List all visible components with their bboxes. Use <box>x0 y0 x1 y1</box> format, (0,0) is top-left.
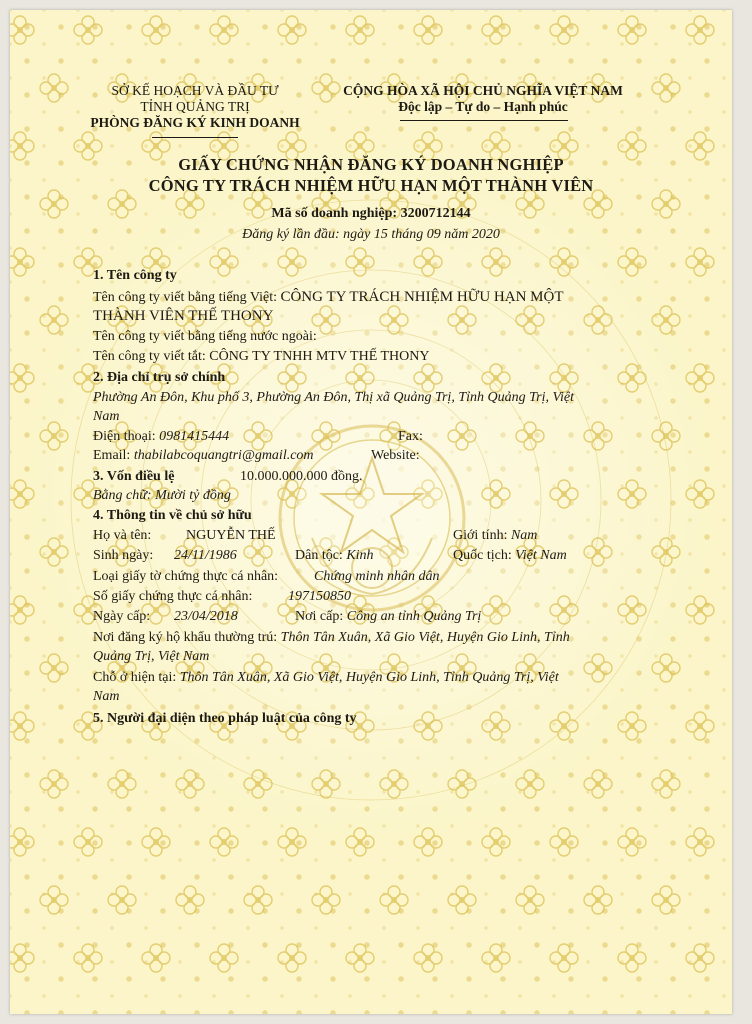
issue-place-label: Nơi cấp: <box>295 609 347 624</box>
motto-underline <box>400 120 568 121</box>
phone-line <box>93 429 229 445</box>
residence-value: Thôn Tân Xuân, Xã Gio Việt, Huyện Gio Linh, Tỉnh <box>280 630 570 645</box>
ethnicity-label: Dân tộc: <box>295 548 347 563</box>
nation-line2: Độc lập – Tự do – Hạnh phúc <box>398 99 568 114</box>
nationality-value: Việt Nam <box>515 548 567 563</box>
first-registration-date: Đăng ký lần đầu: ngày 15 tháng 09 năm 2020 <box>242 227 500 242</box>
address-line2: Nam <box>93 409 120 424</box>
agency-line3: PHÒNG ĐĂNG KÝ KINH DOANH <box>90 115 300 130</box>
website-label: Website: <box>371 448 420 463</box>
section5-heading: 5. Người đại diện theo pháp luật của công ty <box>93 711 357 726</box>
email-value: thabilabcoquangtri@gmail.com <box>133 448 314 463</box>
issue-place-value: Công an tỉnh Quảng Trị <box>346 609 482 624</box>
short-name-value: CÔNG TY TNHH MTV THẾ THONY <box>209 349 430 364</box>
document-title-line1: GIẤY CHỨNG NHẬN ĐĂNG KÝ DOANH NGHIỆP <box>178 155 564 174</box>
nation-line1: CỘNG HÒA XÃ HỘI CHỦ NGHĨA VIỆT NAM <box>343 83 623 98</box>
current-address-label: Chỗ ở hiện tại: <box>93 670 180 685</box>
fax-label: Fax: <box>398 429 423 444</box>
agency-line2: TỈNH QUẢNG TRỊ <box>140 99 250 114</box>
vn-name-label: Tên công ty viết bằng tiếng Việt: <box>93 290 281 305</box>
residence-value-cont: Quảng Trị, Việt Nam <box>93 649 210 664</box>
address-line1: Phường An Đôn, Khu phố 3, Phường An Đôn, Thị xã Quảng Trị, Tỉnh Quảng Trị, Việt <box>93 390 574 405</box>
id-number-label: Số giấy chứng thực cá nhân: <box>93 589 253 604</box>
nationality-label: Quốc tịch: <box>453 548 516 563</box>
phone-label: Điện thoại: <box>93 429 160 444</box>
email-line <box>93 448 314 464</box>
section4-heading: 4. Thông tin về chủ sở hữu <box>93 508 252 523</box>
ethnicity-line <box>295 548 374 564</box>
vn-name-value-cont: THÀNH VIÊN THẾ THONY <box>93 308 274 324</box>
current-address-line <box>93 670 559 686</box>
foreign-name-label: Tên công ty viết bằng tiếng nước ngoài: <box>93 329 317 344</box>
issue-date-value: 23/04/2018 <box>174 609 238 624</box>
phone-value: 0981415444 <box>159 429 230 444</box>
current-address-value: Thôn Tân Xuân, Xã Gio Việt, Huyện Gio Linh, Tỉnh Quảng Trị, Việt <box>179 670 559 685</box>
ethnicity-value: Kinh <box>346 548 374 563</box>
section3-heading: 3. Vốn điều lệ <box>93 469 175 484</box>
agency-name <box>70 83 320 131</box>
certificate-paper <box>10 10 732 1014</box>
dob-label: Sinh ngày: <box>93 548 154 563</box>
short-name-label: Tên công ty viết tắt: <box>93 349 210 364</box>
dob-value: 24/11/1986 <box>174 548 237 563</box>
nation-heading <box>332 83 634 115</box>
section2-heading: 2. Địa chỉ trụ sở chính <box>93 370 226 385</box>
vn-name-line <box>93 289 564 306</box>
owner-name-value: NGUYỄN THẾ <box>186 528 276 543</box>
residence-label: Nơi đăng ký hộ khẩu thường trú: <box>93 630 281 645</box>
residence-line <box>93 630 570 646</box>
current-address-value-cont: Nam <box>93 689 120 704</box>
capital-in-words: Bằng chữ: Mười tỷ đồng <box>93 488 231 503</box>
issue-place-line <box>295 609 481 625</box>
gender-line <box>453 528 537 544</box>
enterprise-code: Mã số doanh nghiệp: 3200712144 <box>271 206 471 221</box>
id-type-value: Chứng minh nhân dân <box>314 569 440 584</box>
short-name-line <box>93 349 430 365</box>
agency-underline <box>152 137 238 138</box>
document-title-line2: CÔNG TY TRÁCH NHIỆM HỮU HẠN MỘT THÀNH VIÊN <box>148 176 594 195</box>
email-label: Email: <box>93 448 134 463</box>
gender-label: Giới tính: <box>453 528 511 543</box>
vn-name-value: CÔNG TY TRÁCH NHIỆM HỮU HẠN MỘT <box>280 289 564 305</box>
capital-value: 10.000.000.000 đồng. <box>240 469 363 484</box>
section1-heading: 1. Tên công ty <box>93 268 177 283</box>
owner-name-label: Họ và tên: <box>93 528 152 543</box>
id-number-value: 197150850 <box>288 589 351 604</box>
agency-line1: SỞ KẾ HOẠCH VÀ ĐẦU TƯ <box>111 83 279 98</box>
id-type-label: Loại giấy tờ chứng thực cá nhân: <box>93 569 279 584</box>
gender-value: Nam <box>510 528 538 543</box>
nationality-line <box>453 548 567 564</box>
issue-date-label: Ngày cấp: <box>93 609 151 624</box>
